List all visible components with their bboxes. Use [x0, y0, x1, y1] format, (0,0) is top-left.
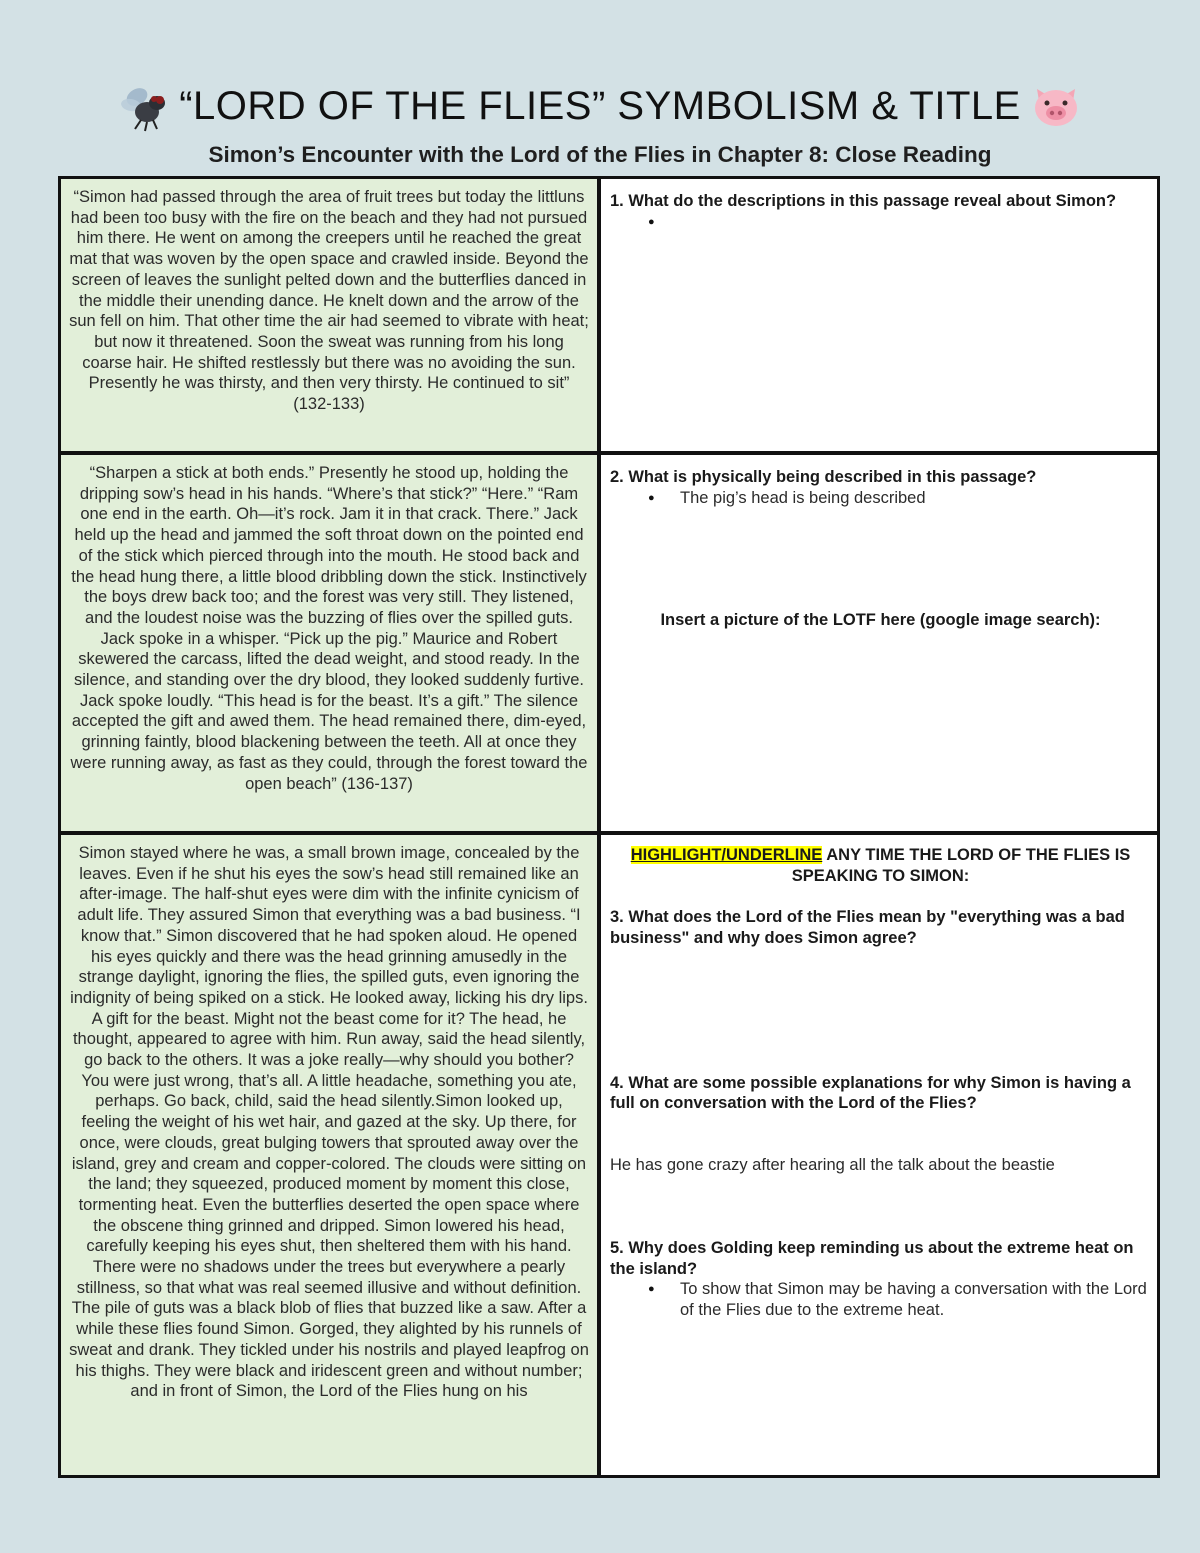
passage-text: “Sharpen a stick at both ends.” Presently he stood up, holding the dripping sow’s head in his hands. “Where’s that stick?” “Here.” “Ram one end in the earth. Oh—it’s rock. Jam it in that crack. There.” Jack held up the head and jammed the soft throat down on the pointed end of the stick which pierced through into the mouth. He stood back and the head hung there, a little blood dribbling down the stick. Instinctively the boys drew back too; and the forest was very still. They listened, and the loudest noise was the buzzing of flies over the spilled guts. Jack spoke in a whisper. “Pick up the pig.” Maurice and Robert skewered the carcass, lifted the dead weight, and stood ready. In the silence, and standing over the dry blood, they looked suddenly furtive. Jack spoke loudly. “This head is for the beast. It’s a gift.” The silence accepted the gift and awed them. The head remained there, dim-eyed, grinning faintly, blood blackening between the teeth. All at once they were running away, as fast as they could, through the forest toward the open beach” (136-137)	[70, 464, 588, 793]
answer-list	[610, 488, 1151, 509]
passage-cell	[61, 835, 597, 1475]
question-cell[interactable]	[601, 455, 1157, 831]
instruction-text: ANY TIME THE LORD OF THE FLIES IS SPEAKING TO SIMON:	[791, 846, 1131, 885]
question-cell[interactable]	[601, 835, 1157, 1475]
table-row	[61, 179, 1157, 451]
insert-picture-prompt: Insert a picture of the LOTF here (google image search):	[660, 611, 1101, 630]
page-title: “LORD OF THE FLIES” SYMBOLISM & TITLE	[179, 83, 1021, 128]
pig-face-emoji-icon	[1029, 79, 1083, 133]
question-4: 4. What are some possible explanations for why Simon is having a full on conversation with the Lord of the Flies?	[610, 1073, 1131, 1113]
question-3: 3. What does the Lord of the Flies mean by "everything was a bad business" and why does Simon agree?	[610, 908, 1125, 947]
answer-2-bullet[interactable]: ● The pig’s head is being described	[680, 488, 1151, 509]
question-1: 1. What do the descriptions in this passage reveal about Simon?	[610, 192, 1117, 210]
highlight-label: HIGHLIGHT/UNDERLINE	[630, 846, 823, 864]
passage-cell	[61, 455, 597, 831]
highlight-instruction	[610, 845, 1151, 886]
answer-5-bullet[interactable]: ● To show that Simon may be having a conversation with the Lord of the Flies due to the extreme heat.	[680, 1279, 1151, 1320]
passage-cell	[61, 179, 597, 451]
table-row	[61, 455, 1157, 831]
answer-4[interactable]: He has gone crazy after hearing all the talk about the beastie	[610, 1156, 1055, 1175]
passage-text: Simon stayed where he was, a small brown image, concealed by the leaves. Even if he shut his eyes the sow’s head still remained like an after-image. The half-shut eyes were dim with the infinite cynicism of adult life. They assured Simon that everything was a bad business. “I know that.” Simon discovered that he had spoken aloud. He opened his eyes quickly and there was the head grinning amusedly in the strange daylight, ignoring the flies, the spilled guts, even ignoring the indignity of being spiked on a stick. He looked away, licking his dry lips. A gift for the beast. Might not the beast come for it? The head, he thought, appeared to agree with him. Run away, said the head silently, go back to the others. It was a joke really—why should you bother? You were just wrong, that’s all. A little headache, something you ate, perhaps. Go back, child, said the head silently.Simon looked up, feeling the weight of his wet hair, and gazed at the sky. Up there, for once, were clouds, great bulging towers that sprouted away over the island, grey and cream and copper-colored. The clouds were sitting on the land; they squeezed, produced moment by moment this close, tormenting heat. Even the butterflies deserted the open space where the obscene thing grinned and dripped. Simon lowered his head, carefully keeping his eyes shut, then sheltered them with his hand. There were no shadows under the trees but everywhere a pearly stillness, so that what was real seemed illusive and without definition. The pile of guts was a black blob of flies that buzzed like a saw. After a while these flies found Simon. Gorged, they alighted by his runnels of sweat and drank. They tickled under his nostrils and played leapfrog on his thighs. They were black and iridescent green and without number; and in front of Simon, the Lord of the Flies hung on his	[69, 844, 589, 1401]
close-reading-table	[58, 176, 1160, 1478]
answer-list	[610, 212, 1151, 233]
title-bar	[0, 78, 1200, 134]
passage-text: “Simon had passed through the area of fruit trees but today the littluns had been too busy with the fire on the beach and they had not pursued him there. He went on among the creepers until he reached the great mat that was woven by the open space and crawled inside. Beyond the screen of leaves the sunlight pelted down and the butterflies danced in the middle their unending dance. He knelt down and the arrow of the sun fell on him. That other time the air had seemed to vibrate with heat; but now it threatened. Soon the sweat was running from his long coarse hair. He shifted restlessly but there was no avoiding the sun. Presently he was thirsty, and then very thirsty. He continued to sit” (132-133)	[69, 188, 589, 414]
question-5: 5. Why does Golding keep reminding us about the extreme heat on the island?	[610, 1239, 1134, 1278]
fly-emoji-icon	[117, 79, 171, 133]
page-subtitle: Simon’s Encounter with the Lord of the Flies in Chapter 8: Close Reading	[208, 142, 992, 167]
question-cell[interactable]	[601, 179, 1157, 451]
table-row	[61, 835, 1157, 1475]
answer-list	[610, 1279, 1151, 1320]
question-2: 2. What is physically being described in this passage?	[610, 468, 1037, 486]
answer-1-bullet[interactable]	[680, 212, 1151, 233]
